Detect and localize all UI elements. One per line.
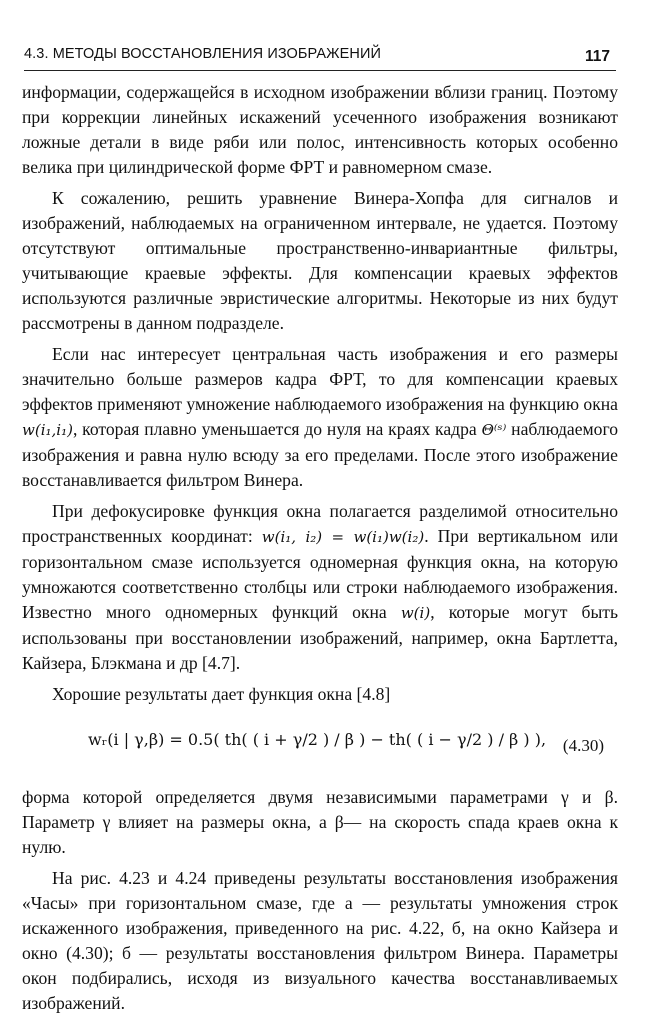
paragraph-7: На рис. 4.23 и 4.24 приведены результаты восстановления изображения «Часы» при горизонтальном смазе, где а — результаты умножения строк искаженного изображения, приведенного на рис. 4.22, б, на окно Кайзера и окно (4.30); б — результаты восстановления фильтром Винера. Параметры окон подбирались, исходя из визуального качества восстанавливаемых изображений. (22, 868, 618, 1013)
paragraph-3 (22, 342, 618, 493)
window-1d-math: w(i) (400, 604, 431, 622)
paragraph-1: информации, содержащейся в исходном изображении вблизи границ. Поэтому при коррекции линейных искажений усеченного изображения возникают ложные детали в виде ряби или полос, интенсивность которых особенно велика при цилиндрической форме ФРТ и равномерном смазе. (22, 82, 618, 177)
paragraph-4 (22, 499, 618, 676)
page-header (24, 44, 616, 71)
paragraph-3-text-a: Если нас интересует центральная часть изображения и его размеры значительно больше размеров кадра ФРТ, то для компенсации краевых эффектов применяют умножение наблюдаемого изображения на функцию окна (22, 344, 618, 414)
frame-symbol-math: Θ⁽ˢ⁾ (481, 421, 507, 439)
running-title: 4.3. МЕТОДЫ ВОССТАНОВЛЕНИЯ ИЗОБРАЖЕНИЙ (24, 46, 381, 62)
paragraph-4-text-c: , которые могут быть использованы при восстановлении изображений, например, окна Бартлетта, Кайзера, Блэкмана и др [4.7]. (22, 602, 618, 673)
paragraph-5: Хорошие результаты дает функция окна [4.8] (52, 684, 391, 704)
paragraph-3-text-c: наблюдаемого изображения и равна нулю всюду за его пределами. После этого изображение восстанавливается фильтром Винера. (22, 419, 619, 490)
equation-expression: wᵣ(i | γ,β) = 0.5( th( ( i + γ/2 ) / β ) − th( ( i − γ/2 ) / β ) ), (88, 730, 547, 749)
separable-window-math: w(i₁, i₂) = w(i₁)w(i₂) (261, 528, 425, 546)
equation-4-30 (22, 713, 618, 775)
equation-number: (4.30) (562, 736, 604, 755)
paragraph-6: форма которой определяется двумя независимыми параметрами γ и β. Параметр γ влияет на размеры окна, а β— на скорость спада краев окна к нулю. (22, 787, 618, 857)
paragraph-4-text-b: . При вертикальном или горизонтальном смазе используется одномерная функция окна, на которую умножаются соответственно столбцы или строки наблюдаемого изображения. Известно много одномерных функций окна (22, 526, 618, 622)
paragraph-4-text-a: При дефокусировке функция окна полагается разделимой относительно пространственных координат: (22, 501, 618, 546)
window-function-math: w(i₁,i₁) (22, 421, 73, 439)
page-body (22, 80, 618, 1022)
paragraph-2: К сожалению, решить уравнение Винера-Хопфа для сигналов и изображений, наблюдаемых на ограниченном интервале, не удается. Поэтому отсутствуют оптимальные пространственно-инвариантные фильтры, учитывающие краевые эффекты. Для компенсации краевых эффектов используются различные эвристические алгоритмы. Некоторые из них будут рассмотрены в данном подразделе. (22, 188, 618, 333)
page-number: 117 (584, 48, 610, 65)
paragraph-3-text-b: , которая плавно уменьшается до нуля на краях кадра (72, 419, 477, 439)
